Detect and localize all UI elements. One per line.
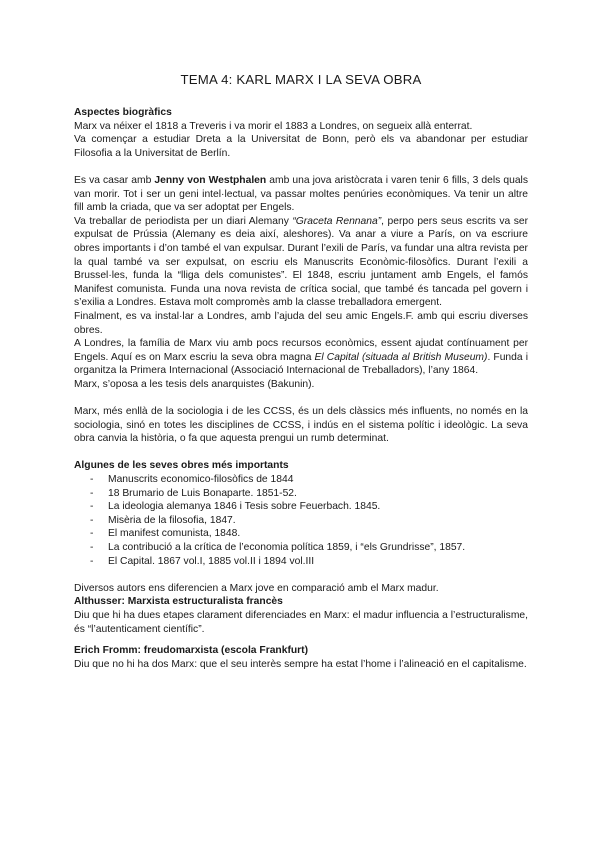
fromm-heading: Erich Fromm: freudomarxista (escola Frankfurt) (74, 645, 309, 657)
spouse-name: Jenny von Westphalen (154, 174, 267, 186)
fromm-text: Diu que no hi ha dos Marx: que el seu interès sempre ha estat l’home i l’alineació en el capitalisme. (74, 658, 527, 670)
list-item: - El Capital. 1867 vol.I, 1885 vol.II i 1894 vol.III (90, 555, 528, 569)
althusser-heading: Althusser: Marxista estructuralista francès (74, 596, 283, 608)
list-item: - El manifest comunista, 1848. (90, 527, 528, 541)
spacer (74, 568, 528, 582)
bio-heading: Aspectes biogràfics (74, 107, 172, 118)
works-list (74, 473, 528, 568)
bio-paragraph-4 (74, 215, 528, 310)
althusser-text: Diu que hi ha dues etapes clarament diferenciades en Marx: el madur influencia a l’estructuralisme, és “l’autenticament científic”. (74, 609, 528, 635)
bio-paragraph-6 (74, 337, 528, 378)
bio-paragraph-5: Finalment, es va instal·lar a Londres, amb l’ajuda del seu amic Engels.F. amb qui escriu diverses obres. (74, 310, 528, 336)
bio-paragraph-7: Marx, s’oposa a les tesis dels anarquistes (Bakunin). (74, 378, 315, 390)
bio-paragraph-2: Va començar a estudiar Dreta a la Universitat de Bonn, però els va abandonar per estudiar Filosofia a la Universitat de Berlín. (74, 134, 528, 159)
page-title: TEMA 4: KARL MARX I LA SEVA OBRA (180, 72, 422, 87)
list-item: - Misèria de la filosofia, 1847. (90, 514, 528, 528)
text-run: Va treballar de periodista per un diari Alemany (74, 215, 293, 227)
newspaper-name: “Graceta Rennana” (292, 215, 382, 227)
spacer (74, 446, 528, 460)
spacer (74, 391, 528, 405)
capital-title: El Capital (situada al British Museum) (314, 351, 488, 363)
list-item: - 18 Brumario de Luis Bonaparte. 1851-52. (90, 487, 528, 501)
text-run: A Londres, la família de Marx viu amb pocs recursos econòmics, essent ajudat contínuament per Engels. Aquí es on Marx escriu la seva obra magna (74, 338, 528, 363)
bio-paragraph-8: Marx, més enllà de la sociologia i de les CCSS, és un dels clàssics més influents, no només en la sociologia, sinó en totes les disciplines de CCSS, i indús en el sistema polític i ideològic. La seva obra canvia la història, o fa que aquesta prengui un rumb determinat. (74, 406, 528, 445)
text-run: , perpo pers seus escrits va ser expulsat de Prússia (Alemany es deia així, aleshores). Va anar a viure a París, on va escriure obres importants i d’on també el van expulsar. Durant l’exili de París, va fundar una altra revista per la qual també va ser expulsat, on escriu els Manuscrits Econòmic-filosòfics. Durant l’exili a Brussel·les, funda la “lliga dels comunistes”. El 1848, escriu juntament amb Engels, el famós Manifest comunista. Funda una nova revista de crítica social, que també és tancada pel govern i s’exilia a Londres. Estava molt compromès amb la classe treballadora emergent. (74, 215, 528, 309)
works-heading: Algunes de les seves obres més importants (74, 460, 289, 472)
authors-intro: Diversos autors ens diferencien a Marx jove en comparació amb el Marx madur. (74, 582, 439, 594)
spacer (74, 160, 528, 174)
bio-paragraph-3 (74, 174, 528, 215)
text-run: Es va casar amb (74, 174, 155, 186)
text-run: . Funda i organitza la Primera Internacional (Associació Internacional de Treballadors), l’any 1864. (74, 351, 528, 377)
spacer (74, 636, 528, 644)
list-item: - La ideologia alemanya 1846 i Tesis sobre Feuerbach. 1845. (90, 500, 528, 514)
list-item: - La contribució a la crítica de l’economia política 1859, i “els Grundrisse”, 1857. (90, 541, 528, 555)
bio-paragraph-1: Marx va néixer el 1818 a Treveris i va morir el 1883 a Londres, on segueix allà enterrat. (74, 120, 473, 132)
list-item: - Manuscrits economico-filosòfics de 1844 (90, 473, 528, 487)
text-run: amb una jova aristòcrata i varen tenir 6 fills, 3 dels quals van morir. Tot i ser un geni intel·lectual, va passar moltes penúries econòmiques. Va tenir un altre fill amb la criada, que va ser adoptat per Engels. (74, 174, 528, 214)
